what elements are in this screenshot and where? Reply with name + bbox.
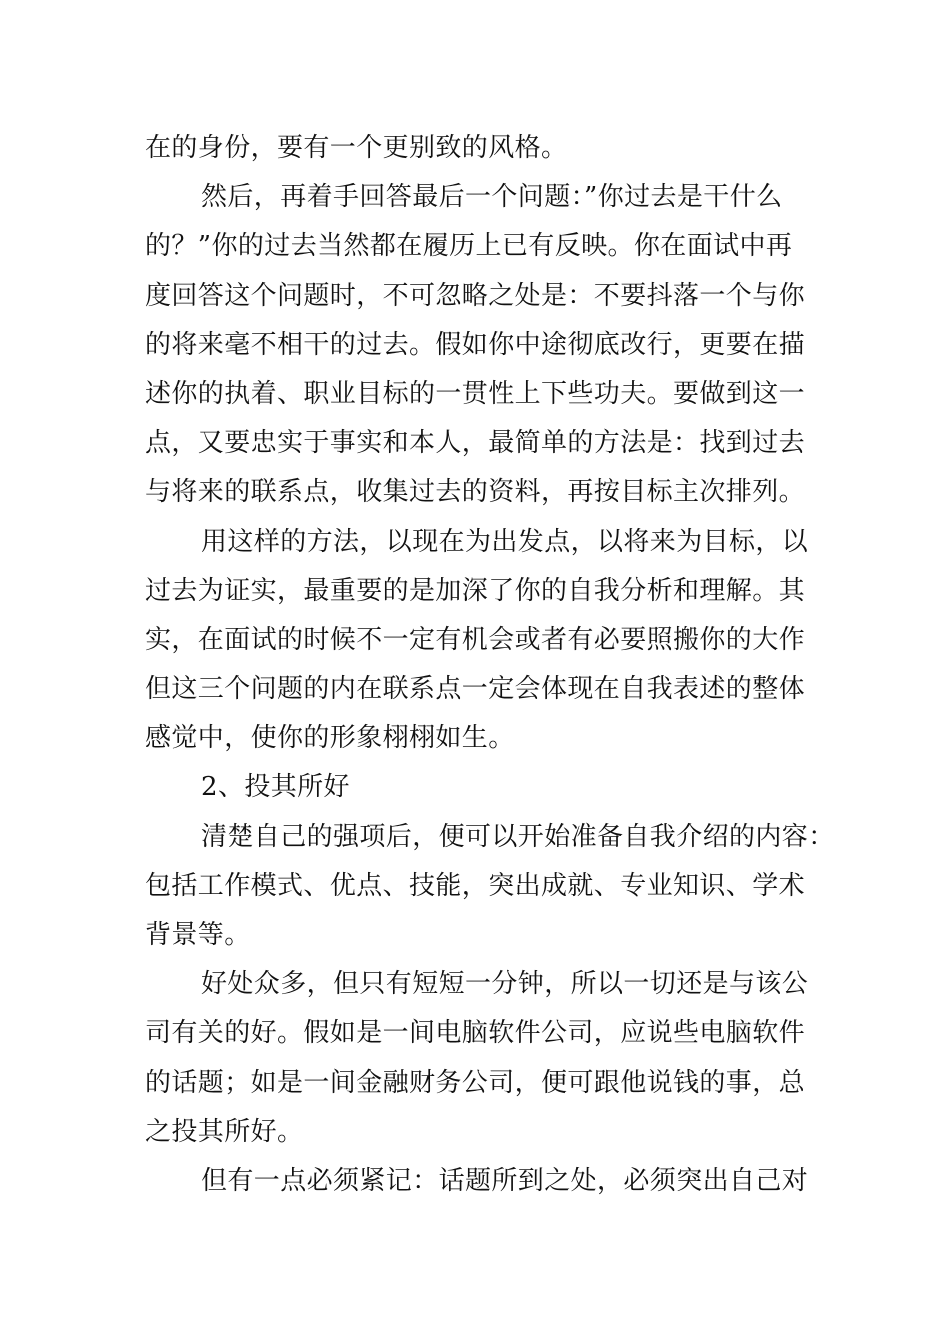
body-text	[145, 124, 835, 1206]
text-line: 实，在面试的时候不一定有机会或者有必要照搬你的大作	[145, 624, 806, 655]
text-line: 在的身份，要有一个更别致的风格。	[145, 133, 568, 163]
text-line: 然后，再着手回答最后一个问题：”你过去是干什么	[201, 182, 783, 213]
text-line: 的？”你的过去当然都在履历上已有反映。你在面试中再	[145, 231, 793, 262]
text-line: 司有关的好。假如是一间电脑软件公司，应说些电脑软件	[145, 1018, 806, 1049]
text-line: 的话题；如是一间金融财务公司，便可跟他说钱的事，总	[145, 1067, 806, 1098]
section-heading: 2、投其所好	[201, 772, 350, 803]
text-line: 但这三个问题的内在联系点一定会体现在自我表述的整体	[145, 674, 806, 705]
text-line: 清楚自己的强项后，便可以开始准备自我介绍的内容：	[201, 821, 835, 852]
text-line: 与将来的联系点，收集过去的资料，再按目标主次排列。	[145, 477, 806, 508]
text-line: 过去为证实，最重要的是加深了你的自我分析和理解。其	[145, 575, 806, 606]
text-line: 用这样的方法，以现在为出发点，以将来为目标，以	[201, 526, 809, 557]
text-line: 好处众多，但只有短短一分钟，所以一切还是与该公	[201, 969, 809, 1000]
text-line: 述你的执着、职业目标的一贯性上下些功夫。要做到这一	[145, 378, 806, 409]
text-line: 之投其所好。	[145, 1116, 304, 1147]
text-line: 但有一点必须紧记：话题所到之处，必须突出自己对	[201, 1165, 809, 1196]
text-line: 背景等。	[145, 920, 251, 950]
text-line: 感觉中，使你的形象栩栩如生。	[145, 723, 515, 754]
text-line: 包括工作模式、优点、技能，突出成就、专业知识、学术	[145, 870, 806, 901]
text-line: 点，又要忠实于事实和本人，最简单的方法是：找到过去	[145, 428, 806, 459]
text-line: 度回答这个问题时，不可忽略之处是：不要抖落一个与你	[145, 280, 806, 311]
text-line: 的将来毫不相干的过去。假如你中途彻底改行，更要在描	[145, 329, 806, 360]
